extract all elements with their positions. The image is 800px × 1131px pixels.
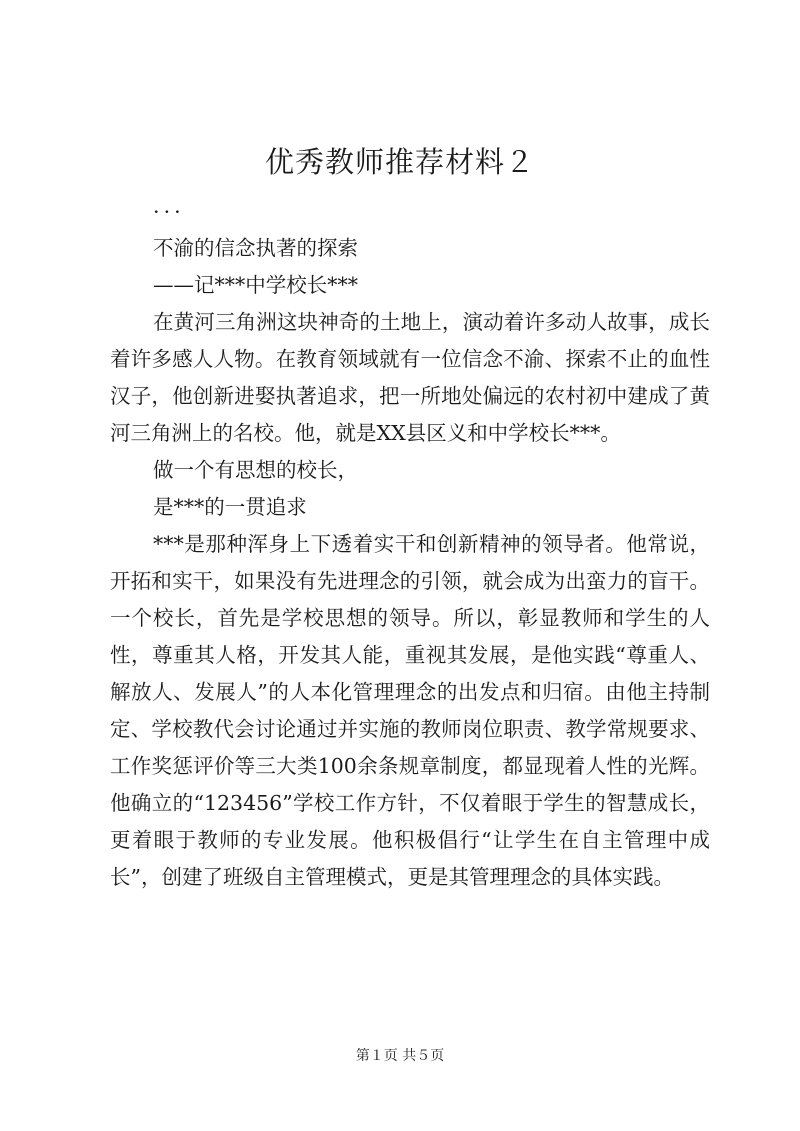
body-paragraph: 在黄河三角洲这块神奇的土地上，演动着许多动人故事，成长着许多感人人物。在教育领域就有一位信念不渝、探索不止的血性汉子，他创新进娶执著追求，把一所地处偏远的农村初中建成了黄河三角洲上的名校。他，就是XX县区义和中学校长***。 xyxy=(110,310,710,445)
article-heading: 不渝的信念执著的探索 xyxy=(153,236,359,260)
section-heading-line-1: 做一个有思想的校长， xyxy=(153,458,359,482)
page-footer: 第１页 共５页 xyxy=(355,1048,445,1064)
article-subheading: ——记***中学校长*** xyxy=(153,273,359,297)
ellipsis-line: ··· xyxy=(153,200,185,224)
section-heading-line-2: 是***的一贯追求 xyxy=(153,495,307,519)
document-title: 优秀教师推荐材料２ xyxy=(264,145,535,179)
body-paragraph: ***是那种浑身上下透着实干和创新精神的领导者。他常说，开拓和实干，如果没有先进理念的引领，就会成为出蛮力的盲干。一个校长，首先是学校思想的领导。所以，彰显教师和学生的人性，尊重其人格，开发其人能，重视其发展，是他实践“尊重人、解放人、发展人”的人本化管理理念的出发点和归宿。由他主持制定、学校教代会讨论通过并实施的教师岗位职责、教学常规要求、工作奖惩评价等三大类100余条规章制度，都显现着人性的光辉。他确立的“123456”学校工作方针，不仅着眼于学生的智慧成长，更着眼于教师的专业发展。他积极倡行“让学生在自主管理中成长”，创建了班级自主管理模式，更是其管理理念的具体实践。 xyxy=(110,532,710,889)
document-body xyxy=(110,198,710,896)
